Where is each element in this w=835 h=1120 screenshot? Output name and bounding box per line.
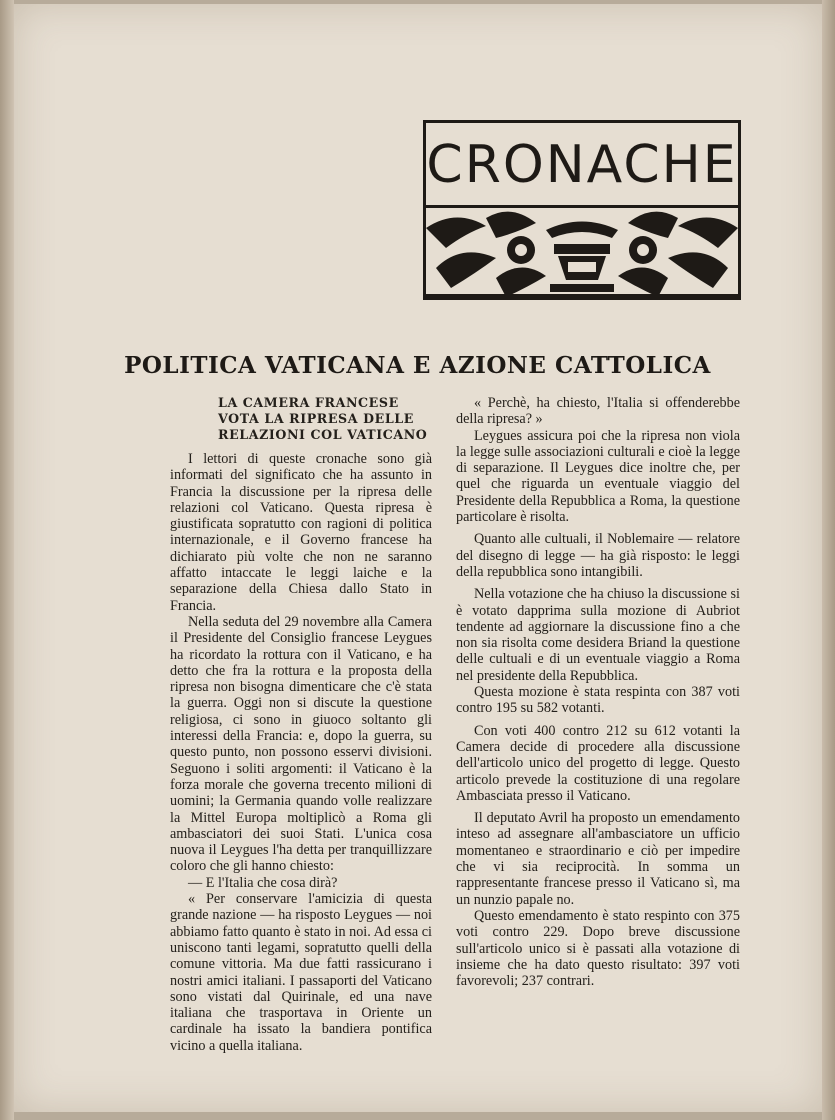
left-column: [170, 395, 432, 1054]
paragraph: « Per conservare l'amicizia di questa grande nazione — ha risposto Leygues — noi abbiamo fatto quanto è stato in noi. Ad essa ci uniscono tanti legami, sopratutto quelli della comune vittoria. Ma due fatti rassicurano i nostri amici italiani. I passaporti del Vaticano sono vistati dal Quirinale, ed una nave italiana che trasportava in Oriente un cardinale ha issato la bandiera pontifica vicino a quella italiana.: [170, 891, 432, 1054]
section-subhead: LA CAMERA FRANCESE VOTA LA RIPRESA DELLE RELAZIONI COL VATICANO: [218, 395, 428, 442]
page-edge-left: [0, 0, 14, 1120]
paragraph: Con voti 400 contro 212 su 612 votanti la Camera decide di procedere alla discussione dell'articolo unico del progetto di legge. Questo articolo prevede la costituzione di una regolare Ambasciata presso il Vaticano.: [456, 722, 740, 804]
paragraph: « Perchè, ha chiesto, l'Italia si offenderebbe della ripresa? »: [456, 395, 740, 428]
logo-title: CRONACHE: [426, 135, 738, 195]
right-column: [456, 395, 740, 989]
paragraph: Nella votazione che ha chiuso la discussione si è votato dapprima sulla mozione di Aubriot tendente ad aggiornare la discussione fino a che non sia risolta come desidera Briand la questione delle cultuali e di un eventuale viaggio a Roma nel presidente della Repubblica.: [456, 586, 740, 684]
paragraph: Nella seduta del 29 novembre alla Camera il Presidente del Consiglio francese Leygues ha ricordato la rottura con il Vaticano, e ha detto che fra la rottura e la proposta della ripresa non bisogna dimenticare che c'è stata la guerra. Oggi non si discute la questione religiosa, ci sono in giuoco soltanto gli interessi della Francia: e, dopo la guerra, su questo punto, non possono esservi divisioni. Seguono i soliti argomenti: il Vaticano è la forza morale che governa trecento milioni di uomini; la Germania quando volle realizzare la Mittel Europa moltiplicò a Roma gli ambasciatori dei suoi Stati. L'unica cosa nuova il Leygues l'ha detta per tranquillizzare coloro che gli hanno chiesto:: [170, 613, 432, 875]
paragraph: Questo emendamento è stato respinto con 375 voti contro 229. Dopo breve discussione sull'articolo unico si è passati alla votazione di insieme che ha dato questo risultato: 397 voti favorevoli; 237 contrari.: [456, 907, 740, 990]
paragraph: — E l'Italia che cosa dirà?: [188, 874, 338, 891]
paragraph: Il deputato Avril ha proposto un emendamento inteso ad assegnare all'ambasciatore un ufficio momentaneo e straordinario e ciò per impedire che vi sia reciprocità. In somma un rappresentante francese presso il Vaticano sì, ma un nunzio papale no.: [456, 810, 740, 908]
paragraph: Questa mozione è stata respinta con 387 voti contro 195 su 582 votanti.: [456, 684, 740, 717]
paragraph: Leygues assicura poi che la ripresa non viola la legge sulle associazioni culturali e cioè la legge di separazione. Il Leygues dice inoltre che, per quel che riguarda un eventuale viaggio del Presidente della Repubblica a Roma, la questione particolare è risolta.: [456, 427, 740, 526]
paragraph: I lettori di queste cronache sono già informati del significato che ha assunto in Francia la discussione per la ripresa delle relazioni col Vaticano. Questa ripresa è giustificata sopratutto con ragioni di politica internazionale, e il Governo francese ha dichiarato più volte che non ne saranno affatto intaccate le leggi laiche e la separazione della Chiesa dallo Stato in Francia.: [170, 451, 432, 614]
cronache-logo: [423, 120, 741, 300]
paragraph: Quanto alle cultuali, il Noblemaire — relatore del disegno di legge — ha già risposto: le leggi della repubblica sono intangibili.: [456, 531, 740, 580]
floral-ornament-icon: [426, 208, 738, 297]
article-headline: POLITICA VATICANA E AZIONE CATTOLICA: [124, 352, 711, 379]
page-edge-right: [822, 0, 835, 1120]
